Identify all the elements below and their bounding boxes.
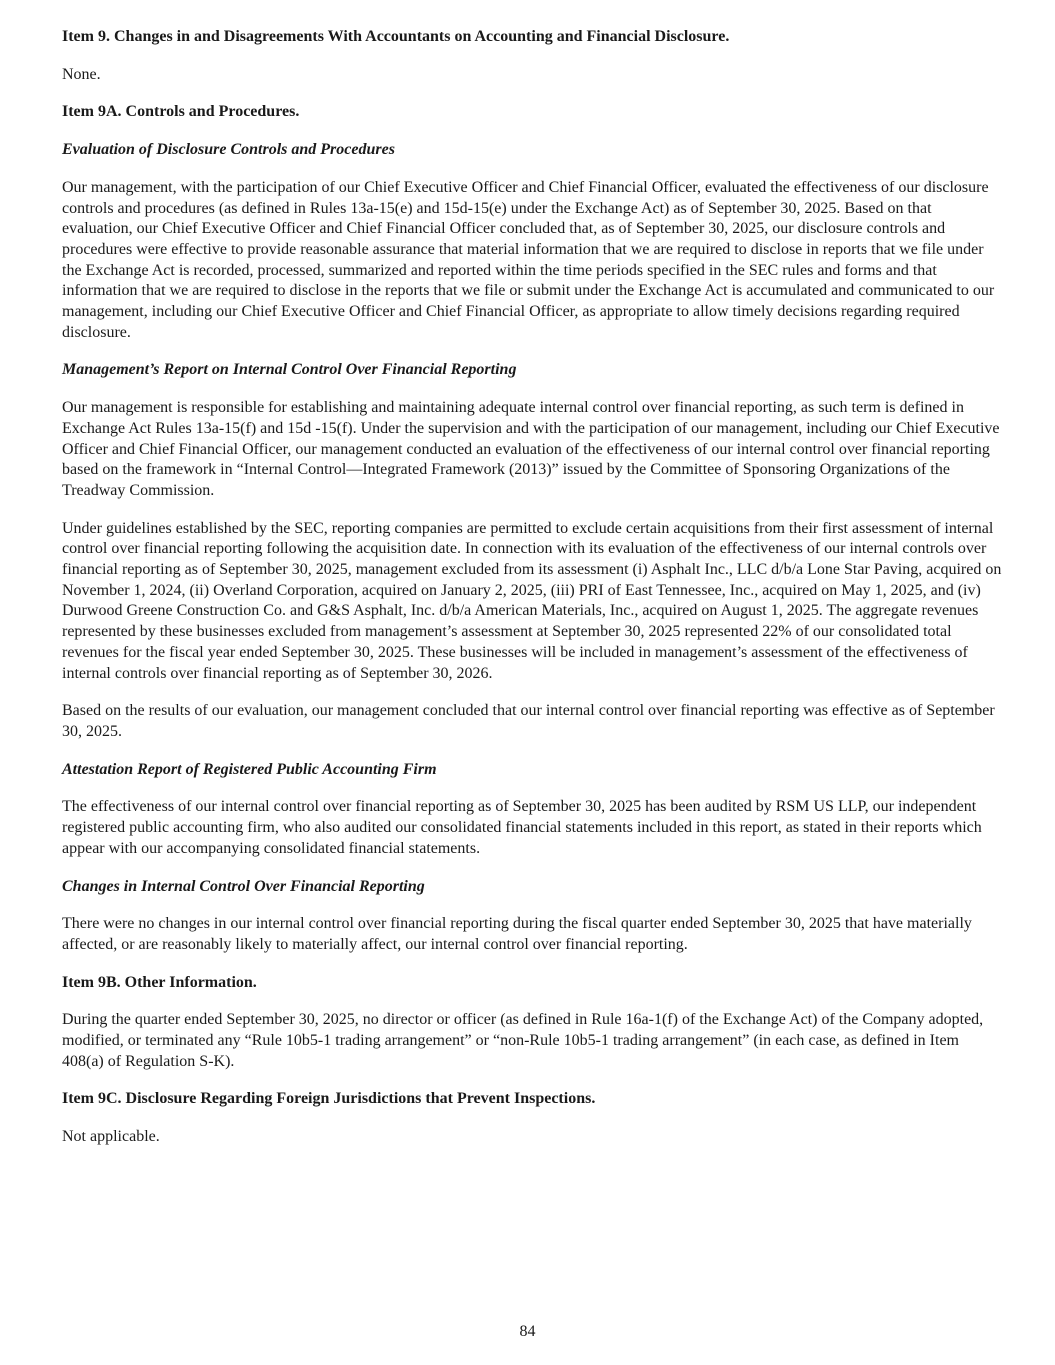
evaluation-paragraph: Our management, with the participation of our Chief Executive Officer and Chief Financial Officer, evaluated the effectiveness of our disclosure controls and procedures (as defined in Rules 13a-15(e) and 15d-15(e) under the Exchange Act) as of September 30, 2025. Based on that evaluation, our Chief Executive Officer and Chief Financial Officer concluded that, as of September 30, 2025, our disclosure controls and procedures were effective to provide reasonable assurance that material information that we are required to disclose in reports that we file under the Exchange Act is recorded, processed, summarized and reported within the time periods specified in the SEC rules and forms and that information that we are required to disclose in the reports that we file or submit under the Exchange Act is accumulated and communicated to our management, including our Chief Executive Officer and Chief Financial Officer, as appropriate to allow timely decisions regarding required disclosure. [62,178,995,341]
attestation-paragraph: The effectiveness of our internal control over financial reporting as of September 30, 2025 has been audited by RSM US LLP, our independent registered public accounting firm, who also audited our consolidated financial statements included in this report, as stated in their reports which appear with our accompanying consolidated financial statements. [62,798,982,857]
evaluation-subheading: Evaluation of Disclosure Controls and Procedures [62,141,395,159]
item-9-body: None. [62,65,101,83]
management-report-paragraph-1: Our management is responsible for establishing and maintaining adequate internal control over financial reporting, as such term is defined in Exchange Act Rules 13a-15(f) and 15d -15(f). Under the supervision and with the participation of our management, including our Chief Executive Officer and Chief Financial Officer, our management conducted an evaluation of the effectiveness of our internal control over financial reporting based on the framework in “Internal Control—Integrated Framework (2013)” issued by the Committee of Sponsoring Organizations of the Treadway Commission. [62,399,1000,499]
item-9b-paragraph: During the quarter ended September 30, 2025, no director or officer (as defined in Rule 16a-1(f) of the Exchange Act) of the Company adopted, modified, or terminated any “Rule 10b5-1 trading arrangement” or “non-Rule 10b5-1 trading arrangement” (in each case, as defined in Item 408(a) of Regulation S-K). [62,1011,984,1070]
attestation-subheading: Attestation Report of Registered Public Accounting Firm [62,760,437,778]
document-page [62,27,1002,1165]
page-number: 84 [519,1323,536,1340]
management-report-paragraph-2: Under guidelines established by the SEC, reporting companies are permitted to exclude certain acquisitions from their first assessment of internal control over financial reporting following the acquisition date. In connection with its evaluation of the effectiveness of our internal controls over financial reporting as of September 30, 2025, management excluded from its assessment (i) Asphalt Inc., LLC d/b/a Lone Star Paving, acquired on November 1, 2024, (ii) Overland Corporation, acquired on January 2, 2025, (iii) PRI of East Tennessee, Inc., acquired on May 1, 2025, and (iv) Durwood Greene Construction Co. and G&S Asphalt, Inc. d/b/a American Materials, Inc., acquired on August 1, 2025. The aggregate revenues represented by these businesses excluded from management’s assessment at September 30, 2025 represented 22% of our consolidated total revenues for the fiscal year ended September 30, 2025. These businesses will be included in management’s assessment of the effectiveness of internal controls over financial reporting as of September 30, 2026. [62,519,1002,682]
management-report-paragraph-3: Based on the results of our evaluation, our management concluded that our internal control over financial reporting was effective as of September 30, 2025. [62,702,995,740]
item-9c-body: Not applicable. [62,1128,160,1146]
item-9-heading: Item 9. Changes in and Disagreements With Accountants on Accounting and Financial Disclosure. [62,28,730,45]
item-9b-heading: Item 9B. Other Information. [62,973,257,991]
changes-paragraph: There were no changes in our internal control over financial reporting during the fiscal quarter ended September 30, 2025 that have materially affected, or are reasonably likely to materially affect, our internal control over financial reporting. [62,915,972,953]
item-9a-heading: Item 9A. Controls and Procedures. [62,103,300,121]
management-report-subheading: Management’s Report on Internal Control Over Financial Reporting [62,361,517,379]
item-9c-heading: Item 9C. Disclosure Regarding Foreign Jurisdictions that Prevent Inspections. [62,1090,596,1108]
changes-subheading: Changes in Internal Control Over Financial Reporting [62,877,425,895]
